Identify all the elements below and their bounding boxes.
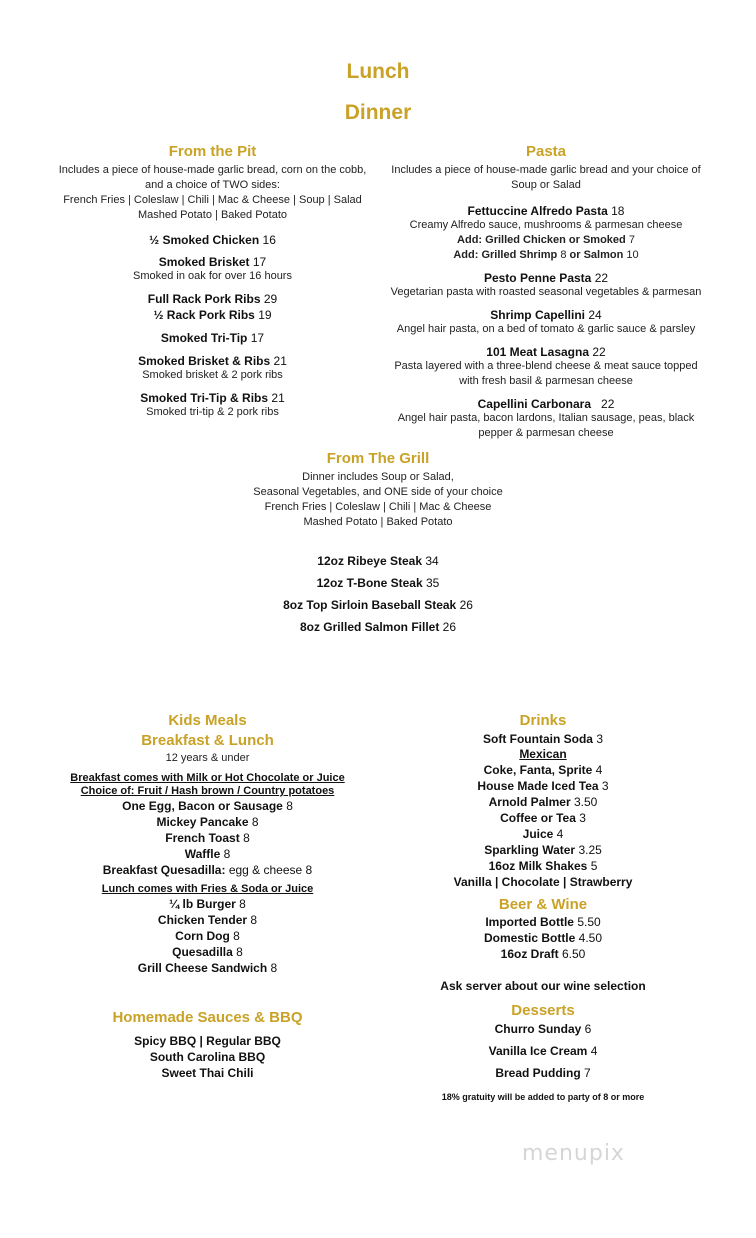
- pit-item-tri-tip: Smoked Tri-Tip 17: [160, 331, 265, 345]
- kids-breakfast-note-2: Choice of: Fruit / Hash brown / Country potatoes: [80, 785, 335, 797]
- drinks-mexican-label: Mexican: [519, 747, 567, 761]
- pit-desc-2: and a choice of TWO sides:: [145, 179, 280, 191]
- wine-note: Ask server about our wine selection: [440, 979, 646, 993]
- kids-title: Kids Meals: [168, 712, 247, 729]
- sauces-item-bbq: Spicy BBQ | Regular BBQ: [134, 1034, 281, 1048]
- pit-item-brisket: Smoked Brisket 17: [158, 255, 267, 269]
- drinks-title: Drinks: [519, 712, 567, 729]
- kids-age: 12 years & under: [165, 752, 250, 764]
- pasta-item-pesto: Pesto Penne Pasta 22: [483, 271, 609, 285]
- grill-desc-3: French Fries | Coleslaw | Chili | Mac & Cheese: [264, 501, 492, 513]
- pit-desc-3: French Fries | Coleslaw | Chili | Mac & Cheese | Soup | Salad: [63, 194, 362, 206]
- kids-item-corn-dog: Corn Dog 8: [175, 929, 240, 943]
- drinks-item-sparkling: Sparkling Water 3.25: [484, 843, 602, 857]
- watermark-logo: menupix: [522, 1141, 625, 1166]
- drinks-shake-flavors: Vanilla | Chocolate | Strawberry: [453, 875, 633, 889]
- sauces-section: [50, 1009, 365, 1080]
- pasta-item-alfredo: Fettuccine Alfredo Pasta 18: [467, 204, 625, 218]
- beer-item-draft: 16oz Draft 6.50: [500, 947, 586, 961]
- desserts-title: Desserts: [511, 1002, 575, 1019]
- pasta-item-carbonara-desc-1: Angel hair pasta, bacon lardons, Italian sausage, peas, black: [397, 412, 695, 424]
- pasta-alfredo-add-chicken: Add: Grilled Chicken or Smoked 7: [457, 234, 635, 246]
- pasta-item-lasagna-desc-1: Pasta layered with a three-blend cheese & meat sauce topped: [394, 360, 698, 372]
- grill-item-salmon: 8oz Grilled Salmon Fillet 26: [299, 620, 457, 634]
- pasta-item-carbonara-desc-2: pepper & parmesan cheese: [478, 427, 614, 439]
- drinks-item-arnold-palmer: Arnold Palmer 3.50: [488, 795, 598, 809]
- menu-title-lunch: Lunch: [346, 60, 410, 83]
- pit-item-tri-tip-ribs: Smoked Tri-Tip & Ribs 21: [140, 391, 285, 405]
- drinks-item-coffee: Coffee or Tea 3: [500, 811, 586, 825]
- beer-item-imported: Imported Bottle 5.50: [485, 915, 601, 929]
- pasta-title: Pasta: [525, 143, 567, 160]
- kids-item-pancake: Mickey Pancake 8: [156, 815, 259, 829]
- pasta-item-lasagna-desc-2: with fresh basil & parmesan cheese: [459, 375, 633, 387]
- sauces-item-south-carolina: South Carolina BBQ: [149, 1050, 266, 1064]
- kids-item-burger: ¼ lb Burger 8: [169, 897, 246, 911]
- pasta-alfredo-add-shrimp: Add: Grilled Shrimp 8 or Salmon 10: [453, 249, 639, 261]
- pit-item-half-rack: ½ Rack Pork Ribs 19: [153, 308, 272, 322]
- menu-title-dinner: Dinner: [344, 101, 412, 124]
- pasta-section: [376, 143, 716, 441]
- pasta-desc-2: Soup or Salad: [511, 179, 581, 191]
- pit-item-tri-tip-ribs-desc: Smoked tri-tip & 2 pork ribs: [146, 406, 279, 418]
- dessert-item-ice-cream: Vanilla Ice Cream 4: [488, 1044, 598, 1058]
- drinks-item-juice: Juice 4: [522, 827, 564, 841]
- pit-item-half-chicken: ½ Smoked Chicken 16: [149, 233, 276, 247]
- kids-item-grill-cheese: Grill Cheese Sandwich 8: [137, 961, 278, 975]
- grill-desc-2: Seasonal Vegetables, and ONE side of your choice: [253, 486, 503, 498]
- pasta-item-pesto-desc: Vegetarian pasta with roasted seasonal vegetables & parmesan: [390, 286, 702, 298]
- kids-subtitle: Breakfast & Lunch: [141, 732, 274, 749]
- grill-desc-4: Mashed Potato | Baked Potato: [303, 516, 453, 528]
- drinks-item-coke: Coke, Fanta, Sprite 4: [483, 763, 603, 777]
- pasta-item-lasagna: 101 Meat Lasagna 22: [486, 345, 606, 359]
- pasta-item-carbonara: Capellini Carbonara 22: [477, 397, 615, 411]
- pasta-item-shrimp-capellini-desc: Angel hair pasta, on a bed of tomato & garlic sauce & parsley: [396, 323, 696, 335]
- dessert-item-bread-pudding: Bread Pudding 7: [495, 1066, 591, 1080]
- kids-item-waffle: Waffle 8: [184, 847, 231, 861]
- grill-section: [200, 450, 556, 634]
- pit-desc-1: Includes a piece of house-made garlic bread, corn on the cobb,: [58, 164, 367, 176]
- pit-item-brisket-ribs-desc: Smoked brisket & 2 pork ribs: [142, 369, 283, 381]
- pit-section: [40, 143, 385, 420]
- grill-desc-1: Dinner includes Soup or Salad,: [302, 471, 454, 483]
- sauces-title: Homemade Sauces & BBQ: [112, 1009, 303, 1026]
- grill-item-ribeye: 12oz Ribeye Steak 34: [317, 554, 439, 568]
- grill-item-tbone: 12oz T-Bone Steak 35: [316, 576, 440, 590]
- grill-item-sirloin: 8oz Top Sirloin Baseball Steak 26: [283, 598, 473, 612]
- beer-item-domestic: Domestic Bottle 4.50: [483, 931, 603, 945]
- pit-item-full-rack: Full Rack Pork Ribs 29: [147, 292, 278, 306]
- kids-item-egg: One Egg, Bacon or Sausage 8: [122, 799, 293, 813]
- kids-item-quesadilla: Quesadilla 8: [172, 945, 243, 959]
- gratuity-note: 18% gratuity will be added to party of 8 or more: [441, 1092, 645, 1102]
- beer-title: Beer & Wine: [498, 896, 588, 913]
- drinks-item-milk-shakes: 16oz Milk Shakes 5: [488, 859, 598, 873]
- pit-item-brisket-ribs: Smoked Brisket & Ribs 21: [138, 354, 287, 368]
- sauces-item-thai-chili: Sweet Thai Chili: [161, 1066, 254, 1080]
- drinks-section: [400, 712, 686, 1102]
- kids-item-french-toast: French Toast 8: [165, 831, 250, 845]
- kids-breakfast-note-1: Breakfast comes with Milk or Hot Chocolate or Juice: [70, 772, 345, 784]
- kids-item-quesadilla-breakfast: Breakfast Quesadilla: egg & cheese 8: [102, 863, 313, 877]
- drinks-item-iced-tea: House Made Iced Tea 3: [477, 779, 609, 793]
- kids-lunch-note: Lunch comes with Fries & Soda or Juice: [101, 883, 314, 895]
- pit-desc-4: Mashed Potato | Baked Potato: [137, 209, 287, 221]
- grill-title: From The Grill: [326, 450, 430, 467]
- pit-item-brisket-desc: Smoked in oak for over 16 hours: [133, 270, 292, 282]
- pit-title: From the Pit: [168, 143, 257, 160]
- drinks-item-soda: Soft Fountain Soda 3: [482, 732, 604, 746]
- pasta-item-alfredo-desc: Creamy Alfredo sauce, mushrooms & parmesan cheese: [409, 219, 683, 231]
- pasta-desc-1: Includes a piece of house-made garlic bread and your choice of: [391, 164, 701, 176]
- kids-item-chicken-tender: Chicken Tender 8: [157, 913, 258, 927]
- pasta-item-shrimp-capellini: Shrimp Capellini 24: [490, 308, 602, 322]
- kids-section: [50, 712, 365, 975]
- dessert-item-churro: Churro Sunday 6: [494, 1022, 592, 1036]
